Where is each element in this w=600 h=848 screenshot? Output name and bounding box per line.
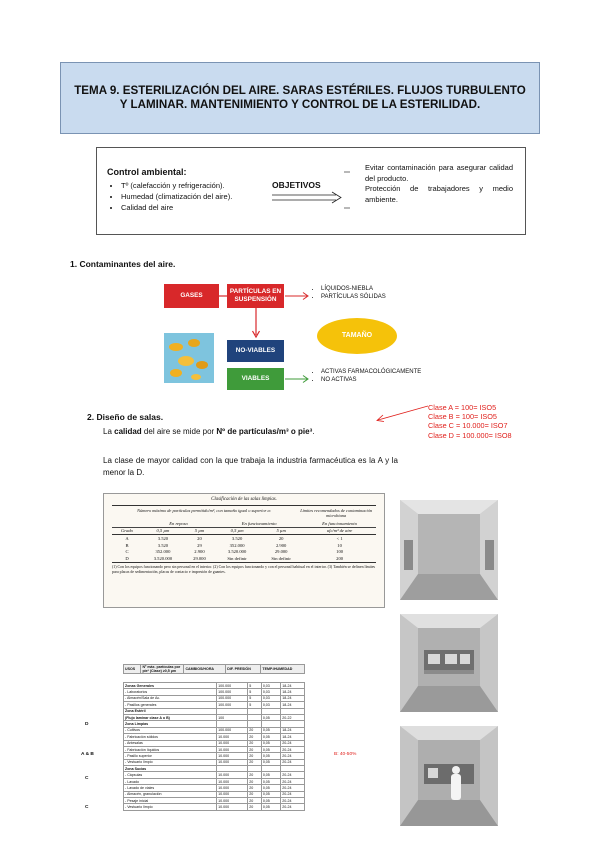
table-cell: 20-24 bbox=[281, 759, 305, 765]
table-cell: 20 bbox=[248, 791, 262, 797]
table-row: B 3.520 29 352.000 2.900 10 bbox=[125, 542, 342, 548]
list-item: • Tº (calefacción y refrigeración). bbox=[121, 180, 232, 191]
table-cell: 0,05 bbox=[261, 714, 280, 720]
table-cell: 18-24 bbox=[281, 683, 305, 689]
dash-markers bbox=[342, 168, 354, 218]
clasificacion-table: En reposo En funcionamiento En funcionamiento Grado 0,5 µm 5 µm 0,5 µm 5 µm ufc/m³ de aire A 3.520 20 3.520 20 < 1 B 3.520 29 352.000 2.900 10 C 352.000 2.900 3.520.000 29.000 100 D 3.520.000 29.000 Sin definir Sin definir 200 bbox=[112, 520, 376, 563]
table-cell: 10.000 bbox=[217, 740, 248, 746]
arrow-icon bbox=[285, 290, 313, 302]
table-cell: 5 bbox=[248, 695, 262, 701]
table-cell: Zona Estéril bbox=[124, 708, 217, 714]
table-cell: 20 bbox=[248, 804, 262, 810]
table-cell: 10.000 bbox=[217, 734, 248, 740]
section1-heading: 1. Contaminantes del aire. bbox=[70, 259, 176, 269]
table-cell: 20 bbox=[248, 778, 262, 784]
table-cell: 10.000 bbox=[217, 778, 248, 784]
table-cell: 100 bbox=[217, 714, 248, 720]
table-cell: 0,03 bbox=[261, 689, 280, 695]
table-cell: - Fabricación sólidos bbox=[124, 734, 217, 740]
table-cell: 0,05 bbox=[261, 778, 280, 784]
table-cell: 5 bbox=[248, 683, 262, 689]
table-cell: 0,05 bbox=[261, 804, 280, 810]
table-cell: 10.000 bbox=[217, 785, 248, 791]
usos-table-body bbox=[123, 682, 305, 811]
usos-table: USOS Nº máx. partículas por pie³ (Clase) ≥0,5 µm CAMBIOS/HORA DIF. PRESIÓN TEMP./HUMEDAD bbox=[123, 664, 305, 674]
table-cell: 0,05 bbox=[261, 753, 280, 759]
table-cell: 20-24 bbox=[281, 746, 305, 752]
list-item: • NO ACTIVAS bbox=[321, 376, 421, 384]
table-cell: 20 bbox=[248, 759, 262, 765]
cleanroom-photo-operator bbox=[400, 726, 498, 826]
objetivos-arrow-icon bbox=[270, 191, 345, 205]
table-cell: - Almacén/Sala de Ac. bbox=[124, 695, 217, 701]
table-row: C 352.000 2.900 3.520.000 29.000 100 bbox=[125, 549, 344, 555]
table-cell: 100.000 bbox=[217, 702, 248, 708]
table-cell: Zona Sucias bbox=[124, 766, 217, 772]
table-cell: - Vestuario limpio bbox=[124, 759, 217, 765]
table-cell: - Lavado de viales bbox=[124, 785, 217, 791]
table-cell: 20-24 bbox=[281, 791, 305, 797]
table-cell: 20 bbox=[248, 740, 262, 746]
list-item: • PARTÍCULAS SÓLIDAS bbox=[321, 293, 386, 301]
table-cell: 20-24 bbox=[281, 778, 305, 784]
table-cell: 10.000 bbox=[217, 759, 248, 765]
no-viables-box: NO-VIABLES bbox=[227, 340, 284, 362]
table-cell: 0,05 bbox=[261, 759, 280, 765]
table-cell: 20 bbox=[248, 772, 262, 778]
table-cell: - Cultivos bbox=[124, 727, 217, 733]
tamano-ellipse: TAMAÑO bbox=[317, 318, 397, 354]
list-item: • LÍQUIDOS-NIEBLA bbox=[321, 285, 386, 293]
table-cell: 0,05 bbox=[261, 772, 280, 778]
table-cell: 10.000 bbox=[217, 746, 248, 752]
table-cell: 0,03 bbox=[261, 683, 280, 689]
table-cell: 20 bbox=[248, 746, 262, 752]
table-cell: 20-24 bbox=[281, 753, 305, 759]
cleanroom-photo-equipment bbox=[400, 614, 498, 712]
table-cell: - Lavado bbox=[124, 778, 217, 784]
table-cell: 10.000 bbox=[217, 804, 248, 810]
table-cell: 100.000 bbox=[217, 689, 248, 695]
table-cell: 20 bbox=[248, 727, 262, 733]
table-cell: 0,05 bbox=[261, 798, 280, 804]
table-cell: 0,05 bbox=[261, 740, 280, 746]
table-cell: 0,05 bbox=[261, 727, 280, 733]
table-cell: - Pasillos generales bbox=[124, 702, 217, 708]
table-cell: 100.000 bbox=[217, 683, 248, 689]
table-cell: 18-24 bbox=[281, 702, 305, 708]
table-cell: 20-24 bbox=[281, 798, 305, 804]
table-cell: - Laboratorios bbox=[124, 689, 217, 695]
bacteria-illustration bbox=[164, 333, 214, 383]
table-row bbox=[124, 804, 305, 810]
table-cell: 0,03 bbox=[261, 702, 280, 708]
table-cell: - Fabricación líquidos bbox=[124, 746, 217, 752]
table-cell: 10.000 bbox=[217, 798, 248, 804]
list-item: • Calidad del aire bbox=[121, 202, 232, 213]
table-cell: 0,05 bbox=[261, 734, 280, 740]
arrow-icon bbox=[285, 373, 313, 385]
table-cell: - Vestuario limpio bbox=[124, 804, 217, 810]
table-row: A 3.520 20 3.520 20 < 1 bbox=[125, 535, 343, 541]
table-cell: 0,05 bbox=[261, 785, 280, 791]
table-cell: 10.000 bbox=[217, 791, 248, 797]
table-cell: 100.000 bbox=[217, 727, 248, 733]
table-cell: - Antesalas bbox=[124, 740, 217, 746]
table-cell: 20-24 bbox=[281, 785, 305, 791]
clasificacion-table-image: Clasificación de las salas limpias. Número máximo de partículas permitido/m³, con tamaño igual o superior a: Límites recomendados de contaminación microbiana En reposo En funcionamiento En funcionamiento Grado 0,5 µm 5 µm 0,5 µm 5 µm ufc/m³ de aire A 3.520 20 3.520 20 < 1 B 3.520 29 352.000 2.900 10 C 352.000 2.900 3.520.000 29.000 100 D 3.520.000 29.000 Sin definir Sin definir 200 (1) Con los equipos funcionando pero sin personal en el interior. (2) Con los equipos funcionando y con el personal habitual en el interior. (3) También se definen límites para placas de sedimentación, placas de contacto e impresión de guantes. bbox=[103, 493, 385, 608]
table-cell: - Almacén, granulación bbox=[124, 791, 217, 797]
table-cell: 20-24 bbox=[281, 772, 305, 778]
table-cell: 0,05 bbox=[261, 746, 280, 752]
table-cell: 100.000 bbox=[217, 695, 248, 701]
table-cell: 5 bbox=[248, 702, 262, 708]
table-cell: - Cápsulas bbox=[124, 772, 217, 778]
objetivos-label: OBJETIVOS bbox=[272, 180, 321, 190]
table-cell: 20-22 bbox=[281, 714, 305, 720]
cleanroom-photo-empty bbox=[400, 500, 498, 600]
table-row: D 3.520.000 29.000 Sin definir Sin definir 200 bbox=[112, 555, 376, 562]
table-cell: - Pesaje inicial bbox=[124, 798, 217, 804]
clase-paragraph: La clase de mayor calidad con la que trabaja la industria farmacéutica es la A y la menor la D. bbox=[103, 456, 398, 477]
control-heading: Control ambiental: bbox=[107, 167, 187, 177]
humidity-note: B: 40-50% bbox=[334, 752, 357, 757]
control-list bbox=[107, 180, 232, 213]
list-item: • Humedad (climatización del aire). bbox=[121, 191, 232, 202]
table-cell: 20 bbox=[248, 753, 262, 759]
table-cell: 18-24 bbox=[281, 689, 305, 695]
list-item: • ACTIVAS FARMACOLÓGICAMENTE bbox=[321, 368, 421, 376]
viables-list bbox=[312, 368, 421, 384]
red-pointer-arrow-icon bbox=[372, 404, 432, 424]
table-cell: 18-24 bbox=[281, 734, 305, 740]
table-cell: 10.000 bbox=[217, 772, 248, 778]
table-cell: 20-24 bbox=[281, 804, 305, 810]
particulas-box: PARTÍCULAS EN SUSPENSIÓN bbox=[227, 284, 284, 308]
table-cell: 20-24 bbox=[281, 740, 305, 746]
table-cell: 0,03 bbox=[261, 695, 280, 701]
particulas-list bbox=[312, 285, 386, 301]
usos-table-image: D A & B C C USOS Nº máx. partículas por pie³ (Clase) ≥0,5 µm CAMBIOS/HORA DIF. PRESIÓN TEMP./HUMEDAD Zonas Generales 100.000 5 0,03 18-24 - Laboratorios 100.000 5 0,03 18-24 - Almacén/Sala de Ac. 100.000 5 0,03 18-24 - Pasillos generales 100.000 5 0,03 18-24 Zona Estéril (Flujo laminar clase A o B) 100 0,05 20-22 Zona Limpias - Cultivos 100.000 20 0,05 18-24 - Fabricación sólidos 10.000 20 0,05 18-24 - Antesalas 10.000 20 0,05 20-24 - Fabricación líquidos 10.000 20 0,05 20-24 - Pasillo superior 10.000 20 0,05 20-24 - Vestuario limpio 10.000 20 0,05 20-24 Zona Sucias - Cápsulas 10.000 20 0,05 20-24 - Lavado 10.000 20 0,05 20-24 - Lavado de viales 10.000 20 0,05 20-24 - Almacén, granulación 10.000 20 0,05 20-24 - Pesaje inicial 10.000 20 0,05 20-24 - Vestuario limpio 10.000 20 0,05 20-24 bbox=[85, 658, 305, 828]
viables-box: VIABLES bbox=[227, 368, 284, 390]
table-cell: 0,05 bbox=[261, 791, 280, 797]
objetivos-text: Evitar contaminación para asegurar calidad del producto. Protección de trabajadores y medio ambiente. bbox=[365, 163, 513, 204]
table-cell: - Pasillo superior bbox=[124, 753, 217, 759]
table-cell: 20 bbox=[248, 785, 262, 791]
table-cell: 18-24 bbox=[281, 727, 305, 733]
class-list: Clase A = 100= ISO5 Clase B = 100= ISO5 Clase C = 10.000= ISO7 Clase D = 100.000= ISO8 bbox=[428, 403, 512, 440]
calidad-paragraph: La calidad del aire se mide por Nº de partículas/m³ o pie³. bbox=[103, 427, 315, 436]
table-cell: 10.000 bbox=[217, 753, 248, 759]
table-cell: (Flujo laminar clase A o B) bbox=[124, 714, 217, 720]
table-cell: 20 bbox=[248, 734, 262, 740]
table-cell: Zonas Generales bbox=[124, 683, 217, 689]
table-cell: 20 bbox=[248, 798, 262, 804]
arrow-down-icon bbox=[250, 308, 262, 340]
gases-box: GASES bbox=[164, 284, 219, 308]
section2-heading: 2. Diseño de salas. bbox=[87, 412, 164, 422]
table-cell: 5 bbox=[248, 689, 262, 695]
table-cell: Zona Limpias bbox=[124, 721, 217, 727]
table-cell: 18-24 bbox=[281, 695, 305, 701]
page-title: TEMA 9. ESTERILIZACIÓN DEL AIRE. SARAS ESTÉRILES. FLUJOS TURBULENTO Y LAMINAR. MANTENIMIENTO Y CONTROL DE LA ESTERILIDAD. bbox=[60, 62, 540, 134]
